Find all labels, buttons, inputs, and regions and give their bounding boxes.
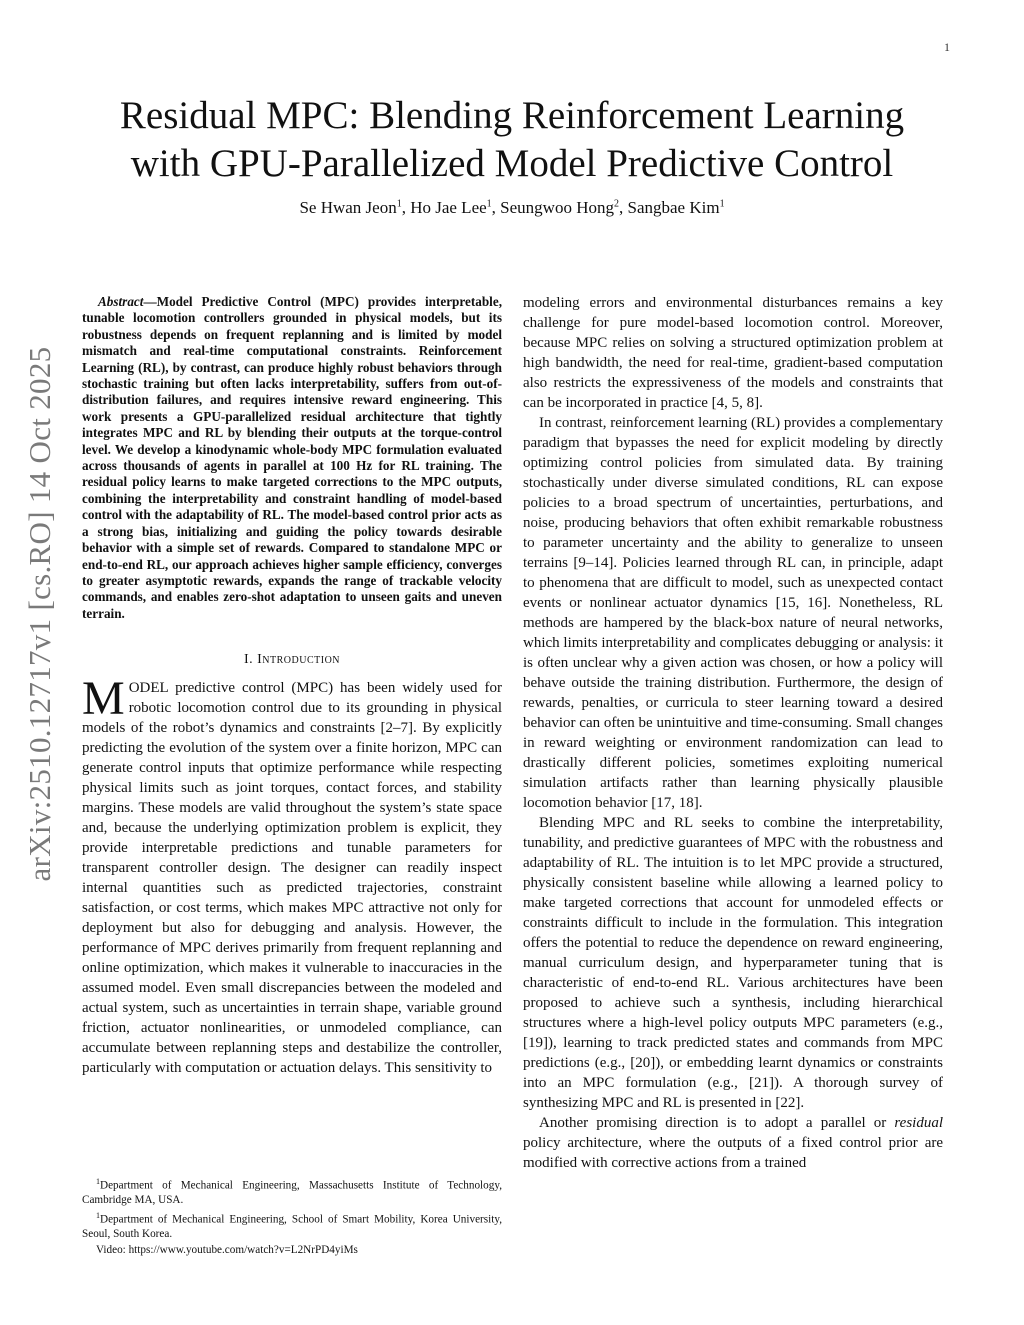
author-name: Ho Jae Lee [410, 198, 487, 217]
footnote-video-link [82, 1244, 502, 1258]
emphasized-term: residual [894, 1115, 943, 1131]
left-column [82, 294, 502, 1078]
intro-paragraph-continued: modeling errors and environmental disturbances remains a key challenge for pure model-based locomotion control. Moreover, because MPC relies on solving a structured optimization problem at high bandwidth, the need for real-time, gradient-based computation also restricts the expressiveness of the models and constraints that can be incorporated in practice [4, 5, 8]. [523, 295, 943, 411]
section-number: I. [243, 652, 254, 668]
footnote-mark: 1 [96, 1177, 100, 1186]
abstract-label: Abstract [98, 294, 144, 309]
footnote-affiliation-2 [82, 1209, 502, 1241]
abstract [82, 294, 502, 622]
section-title: Introduction [257, 652, 341, 668]
footnote-text: Department of Mechanical Engineering, School of Smart Mobility, Korea University, Seoul, South Korea. [82, 1214, 502, 1240]
intro-paragraph-1-text: ODEL predictive control (MPC) has been widely used for robotic locomotion control due to its grounding in physical models of the robot’s dynamics and constraints [2–7]. By explicitly predicting the evolution of the system over a finite horizon, MPC can generate control inputs that optimize performance while respecting physical limits such as joint torques, contact forces, and stability margins. These models are valid throughout the system’s state space and, because the underlying optimization problem is explicit, they provide interpretable predictions and tunable parameters for transparent controller design. The designer can readily inspect internal quantities such as predicted trajectories, constraint satisfaction, or cost terms, which makes MPC attractive not only for deployment but also for debugging and analysis. However, the performance of MPC derives primarily from frequent replanning and online optimization, which makes it vulnerable to inaccuracies in the assumed model. Even small discrepancies between the modeled and actual system, such as uncertainties in terrain shape, variable ground friction, actuator nonlinearities, or unmodeled compliance, can accumulate between replanning steps and destabilize the controller, particularly with computation or actuation delays. This sensitivity to [82, 680, 502, 1077]
author-affiliation-mark: 2 [613, 198, 619, 210]
author-affiliation-mark: 1 [396, 198, 402, 210]
intro-paragraph-4 [523, 1113, 943, 1173]
author-name: Se Hwan Jeon [299, 198, 397, 217]
abstract-text: —Model Predictive Control (MPC) provides interpretable, tunable locomotion controllers grounded in physical models, but its robustness depends on frequent replanning and is limited by model mismatch and real-time computational constraints. Reinforcement Learning (RL), by contrast, can produce highly robust behaviors through stochastic training but often lacks interpretability, suffers from out-of-distribution failures, and requires intensive reward engineering. This work presents a GPU-parallelized residual architecture that tightly integrates MPC and RL by blending their outputs at the torque-control level. We develop a kinodynamic whole-body MPC formulation evaluated across thousands of agents in parallel at 100 Hz for RL training. The residual policy learns to make targeted corrections to the MPC outputs, combining the interpretability and constraint handling of model-based control with the adaptability of RL. The model-based control prior acts as a strong bias, initializing and guiding the policy towards desirable behavior with a simple set of rewards. Compared to standalone MPC or end-to-end RL, our approach achieves higher sample efficiency, converges to greater asymptotic rewards, expands the range of trackable velocity commands, and enables zero-shot adaptation to unseen gaits and uneven terrain. [82, 294, 502, 621]
footnote-mark: 1 [96, 1211, 100, 1221]
right-column [523, 293, 943, 1173]
intro-paragraph-2: In contrast, reinforcement learning (RL) provides a complementary paradigm that bypasses the need for explicit modeling by directly optimizing control policies from simulated data. By training stochastically under diverse simulated conditions, RL can expose policies to a broad spectrum of uncertainties, perturbations, and noise, producing behaviors that often exhibit remarkable robustness to parameter uncertainty and the ability to generalize to unseen terrains [9–14]. Policies learned through RL can, in principle, adapt to phenomena that are difficult to model, such as unexpected contact events or nonlinear actuator dynamics [15, 16]. Nonetheless, RL methods are hampered by the black-box nature of neural networks, which limits interpretability and complicates debugging or analysis: it is often unclear why a given action was chosen, or how a policy will behave outside the training distribution. Furthermore, the design of rewards, penalties, or curricula to steer learning toward a desired behavior can often be unintuitive and time-consuming. Small changes in reward weighting or environment randomization can lead to drastically different policies, sometimes exploiting numerical simulation artifacts rather than learning physically plausible locomotion behavior [17, 18]. [523, 415, 944, 811]
paper-title-line-2: with GPU-Parallelized Model Predictive Control [130, 142, 894, 185]
paper-title [80, 92, 944, 188]
intro-paragraph-1 [82, 672, 502, 1078]
author-name: Sangbae Kim [627, 198, 720, 217]
video-link-text[interactable]: Video: https://www.youtube.com/watch?v=L2NrPD4yiMs [96, 1243, 358, 1256]
intro-paragraph-4-text-b: policy architecture, where the outputs of a fixed control prior are modified with corrective actions from a trained [523, 1135, 943, 1171]
footnote-text: Department of Mechanical Engineering, Massachusetts Institute of Technology, Cambridge MA, USA. [82, 1179, 502, 1206]
arxiv-identifier-stamp: arXiv:2510.12717v1 [cs.RO] 14 Oct 2025 [22, 346, 57, 882]
footnote-affiliation-1 [82, 1175, 502, 1207]
section-heading-introduction [82, 650, 502, 670]
footnotes [82, 1175, 502, 1259]
paper-title-line-1: Residual MPC: Blending Reinforcement Learning [119, 94, 905, 137]
author-affiliation-mark: 1 [486, 198, 492, 210]
author-list: Se Hwan Jeon$^1$, Ho Jae Lee$^1$, Seungwoo Hong$^2$, Sangbae Kim$^1$ [299, 198, 725, 217]
author-name: Seungwoo Hong [500, 198, 614, 217]
page-number: 1 [944, 40, 950, 54]
drop-cap-letter: M [82, 672, 125, 726]
author-affiliation-mark: 1 [719, 198, 725, 210]
intro-paragraph-4-text-a: Another promising direction is to adopt a parallel or [539, 1115, 895, 1131]
intro-paragraph-3: Blending MPC and RL seeks to combine the interpretability, tunability, and predictive guarantees of MPC with the robustness and adaptability of RL. The intuition is to let MPC provide a structured, physically consistent baseline while allowing a learned policy to make targeted corrections that account for unmodeled effects or constraints difficult to include in the formulation. This integration offers the potential to reduce the dependence on reward engineering, manual curriculum design, and hyperparameter tuning that is characteristic of end-to-end RL. Various architectures have been proposed to achieve such a synthesis, including hierarchical structures where a high-level policy outputs MPC parameters (e.g., [19]), learning to track predicted states and commands from MPC predictions (e.g., [20]), or embedding learnt dynamics or constraints into an MPC formulation (e.g., [21]). A thorough survey of synthesizing MPC and RL is presented in [22]. [523, 815, 943, 1111]
